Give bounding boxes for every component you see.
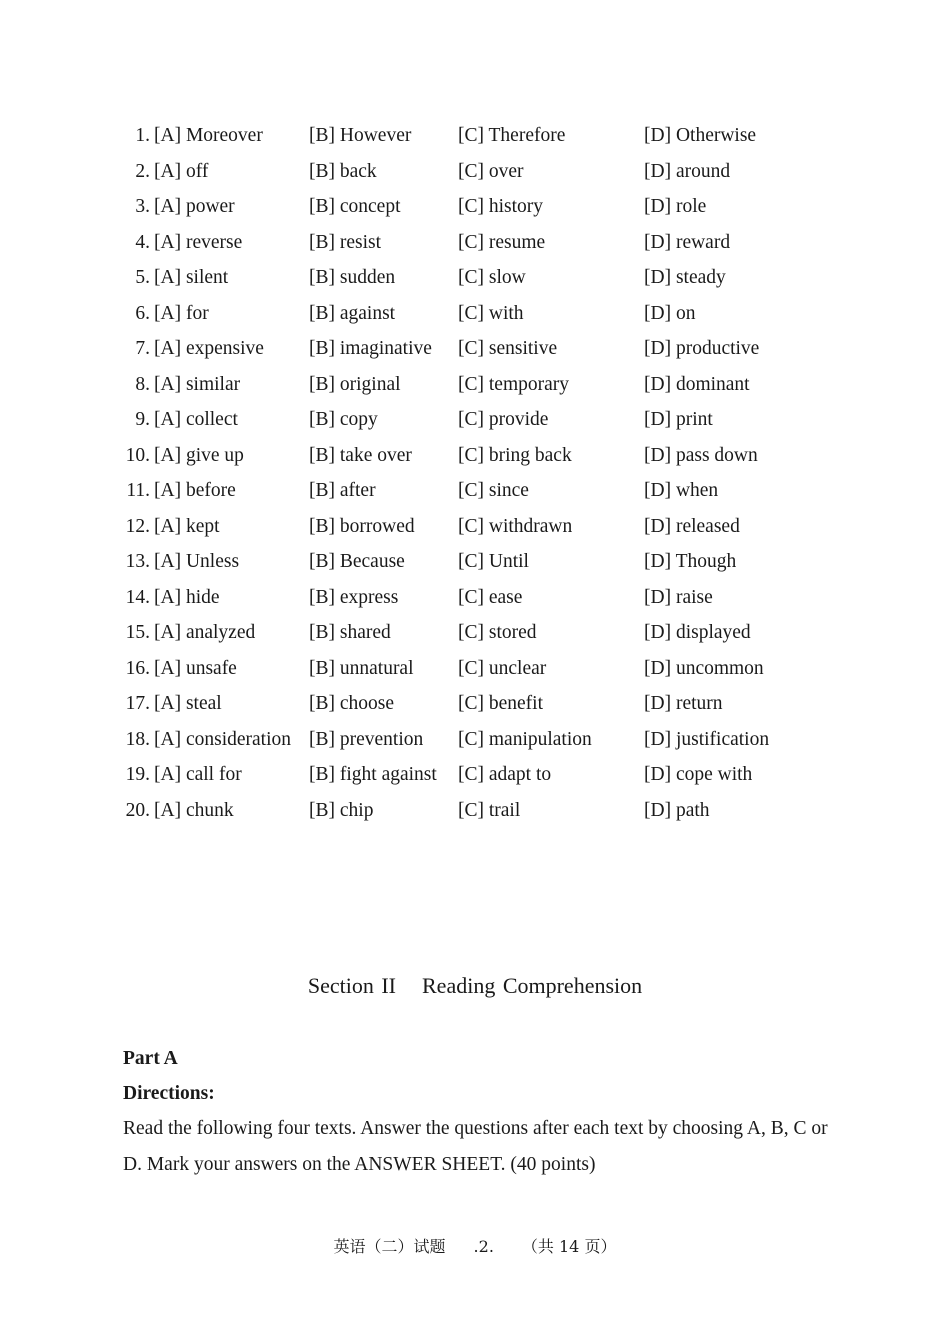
question-row bbox=[0, 331, 950, 367]
question-row bbox=[0, 686, 950, 722]
question-number: 16. bbox=[125, 657, 150, 679]
section-heading bbox=[0, 968, 950, 1004]
option-d: [D] steady bbox=[644, 267, 726, 288]
option-b: [B] unnatural bbox=[309, 657, 414, 679]
question-row bbox=[0, 189, 950, 225]
option-a: [A] reverse bbox=[154, 231, 243, 253]
option-c: [C] temporary bbox=[458, 373, 570, 395]
option-c: [C] over bbox=[458, 160, 524, 182]
option-a: [A] off bbox=[154, 160, 209, 182]
option-d: [D] print bbox=[644, 409, 713, 430]
option-a: [A] call for bbox=[154, 764, 242, 785]
footer-total-pages: （共 14 页） bbox=[521, 1237, 617, 1256]
question-number: 6. bbox=[135, 302, 150, 324]
option-d: [D] Otherwise bbox=[644, 125, 757, 146]
question-number: 2. bbox=[135, 160, 150, 182]
option-a: [A] silent bbox=[154, 267, 229, 288]
option-d: [D] dominant bbox=[644, 373, 750, 395]
option-b: [B] chip bbox=[309, 799, 374, 821]
question-row bbox=[0, 402, 950, 438]
option-a: [A] consideration bbox=[154, 728, 291, 750]
page-footer bbox=[0, 1234, 950, 1260]
question-row bbox=[0, 509, 950, 545]
question-number: 9. bbox=[135, 409, 150, 430]
question-row bbox=[0, 154, 950, 190]
question-row bbox=[0, 473, 950, 509]
option-b: [B] resist bbox=[309, 231, 382, 253]
option-c: [C] bring back bbox=[458, 444, 572, 466]
question-row bbox=[0, 793, 950, 829]
option-c: [C] since bbox=[458, 480, 529, 501]
question-number: 19. bbox=[125, 764, 150, 785]
option-a: [A] kept bbox=[154, 515, 220, 537]
question-number: 11. bbox=[126, 480, 150, 501]
option-a: [A] Moreover bbox=[154, 125, 263, 146]
option-b: [B] shared bbox=[309, 622, 391, 643]
question-row bbox=[0, 118, 950, 154]
option-d: [D] when bbox=[644, 480, 719, 501]
option-a: [A] analyzed bbox=[154, 622, 256, 643]
option-d: [D] on bbox=[644, 302, 696, 324]
question-row bbox=[0, 260, 950, 296]
option-b: [B] choose bbox=[309, 693, 395, 714]
question-row bbox=[0, 580, 950, 616]
option-d: [D] around bbox=[644, 160, 731, 182]
question-row bbox=[0, 367, 950, 403]
question-row bbox=[0, 225, 950, 261]
option-a: [A] expensive bbox=[154, 338, 264, 359]
option-a: [A] Unless bbox=[154, 551, 240, 572]
question-row bbox=[0, 615, 950, 651]
option-b: [B] take over bbox=[309, 444, 412, 466]
option-c: [C] Therefore bbox=[458, 125, 566, 146]
option-a: [A] for bbox=[154, 302, 209, 324]
question-number: 4. bbox=[135, 231, 150, 253]
option-c: [C] adapt to bbox=[458, 764, 552, 785]
option-b: [B] imaginative bbox=[309, 338, 432, 359]
question-number: 5. bbox=[135, 267, 150, 288]
question-number: 13. bbox=[125, 551, 150, 572]
option-d: [D] return bbox=[644, 693, 723, 714]
option-c: [C] stored bbox=[458, 622, 537, 643]
directions-text: Read the following four texts. Answer the questions after each text by choosing A, B, C or D. Mark your answers on the ANSWER SHEET. (40 points) bbox=[123, 1118, 828, 1175]
question-number: 15. bbox=[125, 622, 150, 643]
part-heading: Part A bbox=[123, 1048, 178, 1069]
section-label: Section II bbox=[307, 973, 396, 998]
option-c: [C] benefit bbox=[458, 693, 544, 714]
option-d: [D] displayed bbox=[644, 622, 751, 643]
question-number: 10. bbox=[125, 444, 150, 466]
option-c: [C] history bbox=[458, 196, 544, 217]
option-d: [D] cope with bbox=[644, 764, 753, 785]
question-number: 18. bbox=[125, 728, 150, 750]
option-c: [C] with bbox=[458, 302, 524, 324]
option-c: [C] sensitive bbox=[458, 338, 558, 359]
option-b: [B] borrowed bbox=[309, 515, 415, 537]
option-b: [B] after bbox=[309, 480, 376, 501]
option-c: [C] resume bbox=[458, 231, 546, 253]
option-b: [B] against bbox=[309, 302, 396, 324]
footer-page-number: .2. bbox=[473, 1237, 494, 1256]
option-c: [C] trail bbox=[458, 799, 521, 821]
option-a: [A] before bbox=[154, 480, 236, 501]
question-number: 12. bbox=[125, 515, 150, 537]
option-a: [A] power bbox=[154, 196, 235, 217]
answer-options-list bbox=[0, 118, 950, 828]
question-row bbox=[0, 438, 950, 474]
option-d: [D] productive bbox=[644, 338, 760, 359]
option-d: [D] justification bbox=[644, 728, 770, 750]
option-d: [D] uncommon bbox=[644, 657, 764, 679]
option-d: [D] path bbox=[644, 799, 710, 821]
question-row bbox=[0, 722, 950, 758]
option-a: [A] chunk bbox=[154, 799, 234, 821]
question-row bbox=[0, 757, 950, 793]
section-title: Reading Comprehension bbox=[422, 973, 643, 998]
option-b: [B] fight against bbox=[309, 764, 437, 785]
option-b: [B] sudden bbox=[309, 267, 396, 288]
option-b: [B] prevention bbox=[309, 728, 424, 750]
question-number: 3. bbox=[135, 196, 150, 217]
option-b: [B] copy bbox=[309, 409, 378, 430]
footer-subject: 英语（二）试题 bbox=[333, 1237, 446, 1256]
option-d: [D] pass down bbox=[644, 444, 758, 466]
question-row bbox=[0, 296, 950, 332]
option-b: [B] However bbox=[309, 125, 412, 146]
option-a: [A] similar bbox=[154, 373, 241, 395]
question-number: 1. bbox=[135, 125, 150, 146]
option-d: [D] released bbox=[644, 515, 740, 537]
question-number: 7. bbox=[135, 338, 150, 359]
option-b: [B] back bbox=[309, 160, 377, 182]
option-c: [C] unclear bbox=[458, 657, 547, 679]
option-d: [D] reward bbox=[644, 231, 731, 253]
option-a: [A] hide bbox=[154, 586, 220, 608]
directions-label: Directions: bbox=[123, 1083, 215, 1104]
option-d: [D] raise bbox=[644, 586, 713, 608]
option-b: [B] original bbox=[309, 373, 401, 395]
option-a: [A] steal bbox=[154, 693, 222, 714]
option-c: [C] slow bbox=[458, 267, 526, 288]
option-d: [D] Though bbox=[644, 551, 737, 572]
question-number: 14. bbox=[125, 586, 150, 608]
question-row bbox=[0, 544, 950, 580]
option-c: [C] withdrawn bbox=[458, 515, 573, 537]
option-a: [A] unsafe bbox=[154, 657, 237, 679]
question-number: 17. bbox=[125, 693, 150, 714]
option-a: [A] collect bbox=[154, 409, 238, 430]
option-b: [B] Because bbox=[309, 551, 405, 572]
option-b: [B] express bbox=[309, 586, 399, 608]
option-b: [B] concept bbox=[309, 196, 401, 217]
option-c: [C] manipulation bbox=[458, 728, 592, 750]
option-c: [C] provide bbox=[458, 409, 549, 430]
option-c: [C] Until bbox=[458, 551, 529, 572]
question-number: 8. bbox=[135, 373, 150, 395]
question-row bbox=[0, 651, 950, 687]
option-d: [D] role bbox=[644, 196, 707, 217]
question-number: 20. bbox=[125, 799, 150, 821]
option-a: [A] give up bbox=[154, 444, 244, 466]
option-c: [C] ease bbox=[458, 586, 523, 608]
